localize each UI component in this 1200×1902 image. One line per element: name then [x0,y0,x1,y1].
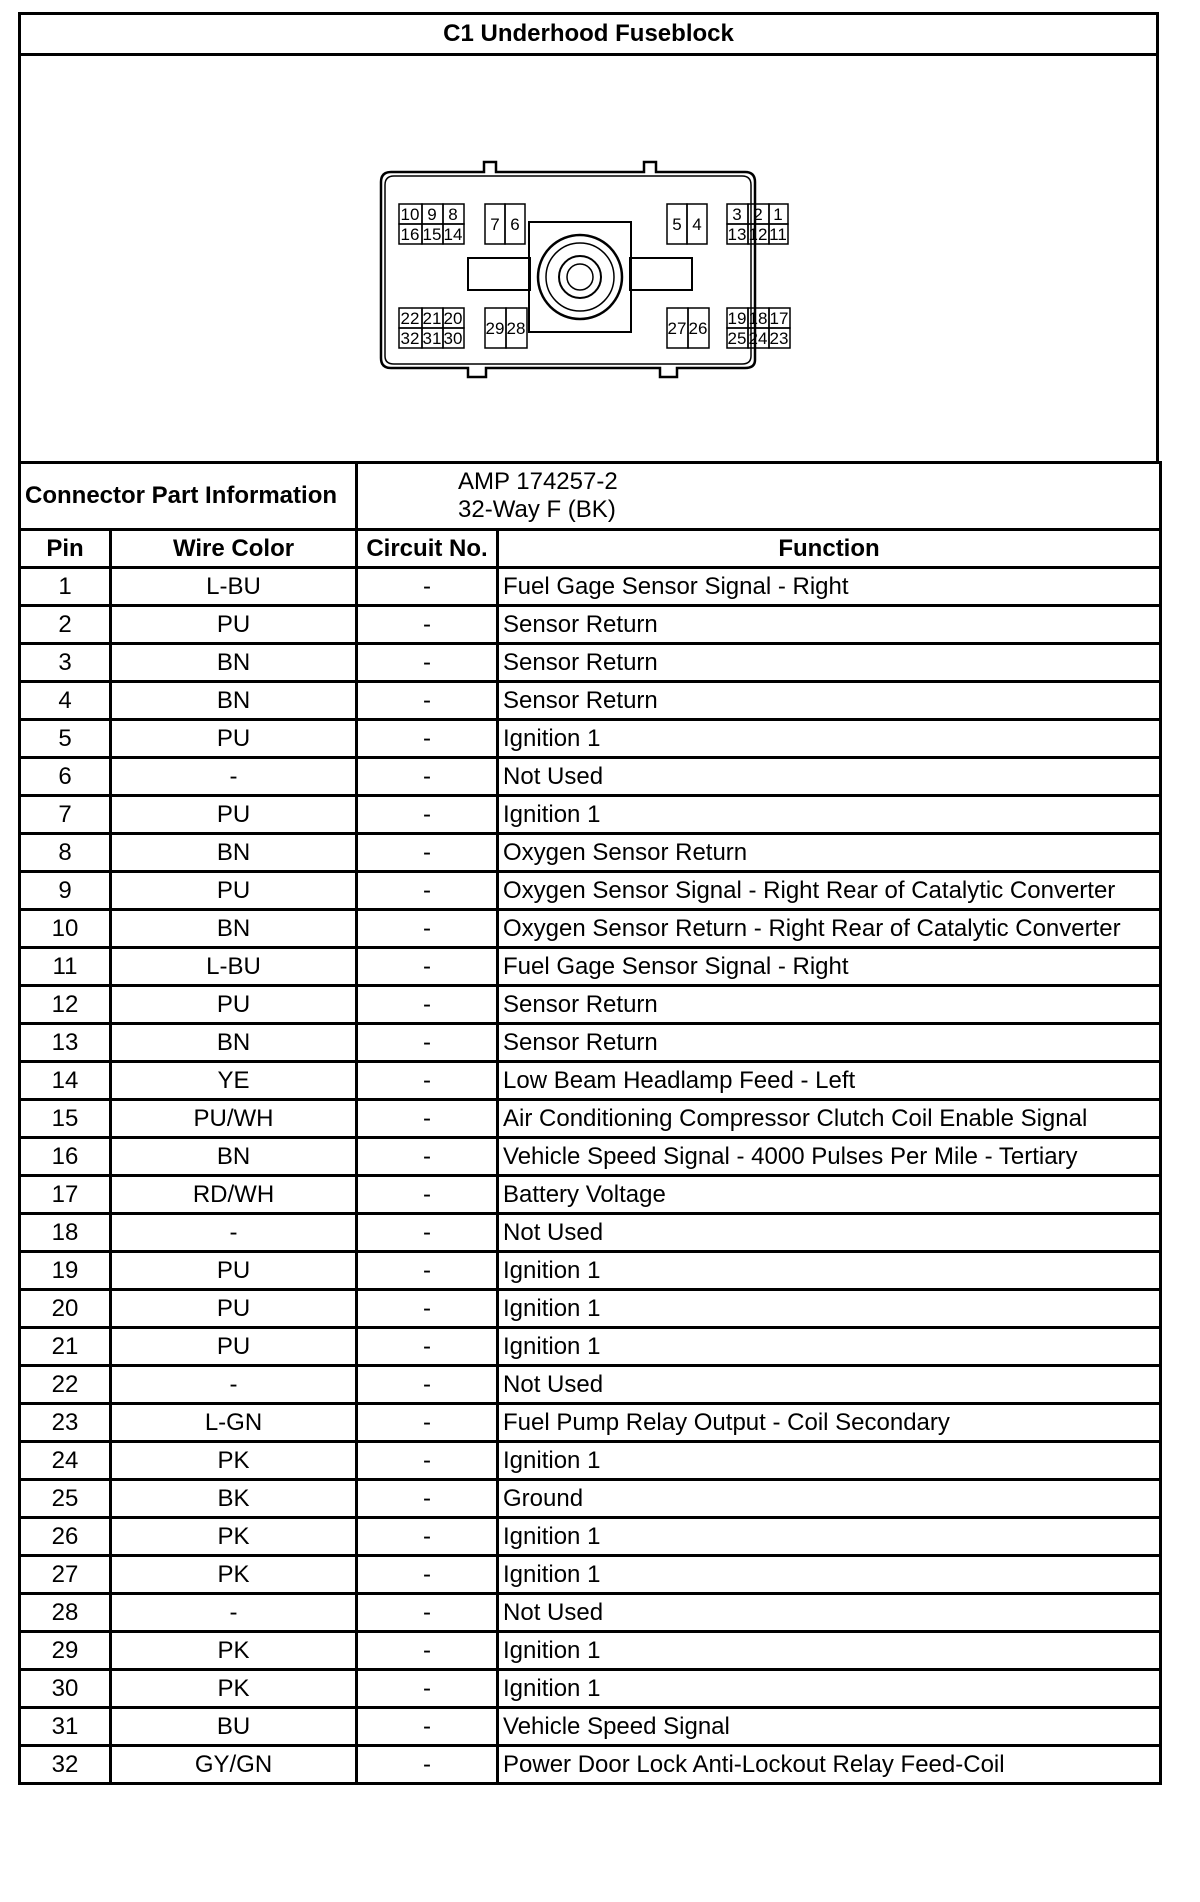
function-cell: Ignition 1 [498,720,1161,758]
wire-color-cell: BN [111,1138,357,1176]
table-row [20,986,1161,1024]
table-row [20,1594,1161,1632]
wire-color-cell: PK [111,1442,357,1480]
function-cell: Fuel Gage Sensor Signal - Right [498,568,1161,606]
function-cell: Vehicle Speed Signal - 4000 Pulses Per Mile - Tertiary [498,1138,1161,1176]
function-cell: Oxygen Sensor Return [498,834,1161,872]
table-row [20,644,1161,682]
table-row [20,1290,1161,1328]
table-row [20,834,1161,872]
pin-cell: 32 [20,1746,111,1784]
pin-cell: 23 [20,1404,111,1442]
table-row [20,1442,1161,1480]
table-row [20,872,1161,910]
wire-color-cell: BN [111,644,357,682]
circuit-cell: - [357,910,498,948]
pin-label: 3 [732,205,742,224]
pin-label: 15 [422,225,442,244]
wire-color-cell: L-BU [111,948,357,986]
pin-label: 8 [448,205,458,224]
connector-info-label: Connector Part Information [20,463,357,530]
pin-label: 24 [748,329,768,348]
pin-cell: 15 [20,1100,111,1138]
pin-label: 25 [727,329,747,348]
circuit-cell: - [357,682,498,720]
table-row [20,1214,1161,1252]
circuit-cell: - [357,1252,498,1290]
pin-label: 17 [769,309,789,328]
center-circle-mid [546,243,614,311]
function-cell: Sensor Return [498,644,1161,682]
wire-color-cell: PK [111,1632,357,1670]
pin-label: 18 [748,309,768,328]
circuit-cell: - [357,1404,498,1442]
function-cell: Not Used [498,1594,1161,1632]
table-row [20,1708,1161,1746]
pin-label: 32 [400,329,420,348]
function-cell: Ignition 1 [498,1328,1161,1366]
pin-label: 28 [506,319,526,338]
pin-cell: 14 [20,1062,111,1100]
pin-cell: 21 [20,1328,111,1366]
table-row [20,948,1161,986]
pin-cell: 2 [20,606,111,644]
circuit-cell: - [357,1708,498,1746]
wire-color-cell: PU [111,1252,357,1290]
connector-diagram-box [18,53,1159,464]
function-cell: Oxygen Sensor Signal - Right Rear of Catalytic Converter [498,872,1161,910]
wire-color-cell: L-GN [111,1404,357,1442]
pin-cell: 28 [20,1594,111,1632]
pin-cell: 8 [20,834,111,872]
circuit-cell: - [357,1442,498,1480]
wire-color-cell: - [111,1594,357,1632]
circuit-cell: - [357,1594,498,1632]
function-cell: Ignition 1 [498,1290,1161,1328]
wire-color-cell: L-BU [111,568,357,606]
pin-label: 22 [400,309,420,328]
wire-color-cell: PU [111,872,357,910]
table-row [20,1176,1161,1214]
table-row [20,568,1161,606]
circuit-cell: - [357,720,498,758]
pin-cell: 30 [20,1670,111,1708]
table-row [20,1252,1161,1290]
table-row [20,796,1161,834]
table-row [20,606,1161,644]
pin-label: 26 [688,319,708,338]
wire-color-cell: - [111,1366,357,1404]
circuit-cell: - [357,796,498,834]
function-cell: Power Door Lock Anti-Lockout Relay Feed-Coil [498,1746,1161,1784]
column-header-wire-color: Wire Color [111,530,357,568]
connector-info-value [357,463,1161,530]
pinout-table [18,461,1162,1785]
function-cell: Not Used [498,1366,1161,1404]
wire-color-cell: PU [111,720,357,758]
circuit-cell: - [357,986,498,1024]
circuit-cell: - [357,1062,498,1100]
pin-cell: 18 [20,1214,111,1252]
circuit-cell: - [357,1480,498,1518]
wire-color-cell: - [111,758,357,796]
wire-color-cell: BU [111,1708,357,1746]
circuit-cell: - [357,1100,498,1138]
pin-cell: 16 [20,1138,111,1176]
circuit-cell: - [357,1556,498,1594]
function-cell: Ignition 1 [498,796,1161,834]
table-header-row [20,530,1161,568]
pin-cell: 25 [20,1480,111,1518]
pin-cell: 5 [20,720,111,758]
function-cell: Ignition 1 [498,1632,1161,1670]
center-circle-core [567,264,593,290]
circuit-cell: - [357,1214,498,1252]
wire-color-cell: PU [111,796,357,834]
pin-cell: 6 [20,758,111,796]
function-cell: Ground [498,1480,1161,1518]
function-cell: Sensor Return [498,606,1161,644]
pin-cell: 22 [20,1366,111,1404]
function-cell: Ignition 1 [498,1556,1161,1594]
pin-label: 5 [672,215,682,234]
pin-cell: 13 [20,1024,111,1062]
function-cell: Ignition 1 [498,1442,1161,1480]
pin-cell: 3 [20,644,111,682]
wire-color-cell: RD/WH [111,1176,357,1214]
function-cell: Low Beam Headlamp Feed - Left [498,1062,1161,1100]
table-row [20,1670,1161,1708]
wire-color-cell: PU [111,1290,357,1328]
pin-cell: 9 [20,872,111,910]
pin-cell: 11 [20,948,111,986]
pin-label: 16 [400,225,420,244]
pin-label: 23 [769,329,789,348]
function-cell: Oxygen Sensor Return - Right Rear of Catalytic Converter [498,910,1161,948]
table-row [20,1404,1161,1442]
connector-description: 32-Way F (BK) [458,496,616,523]
left-key-slot [468,258,530,290]
circuit-cell: - [357,1024,498,1062]
pin-label: 31 [422,329,442,348]
pin-cell: 4 [20,682,111,720]
pin-label: 14 [443,225,463,244]
table-row [20,1518,1161,1556]
wire-color-cell: PK [111,1518,357,1556]
column-header-circuit: Circuit No. [357,530,498,568]
pin-cell: 10 [20,910,111,948]
circuit-cell: - [357,1138,498,1176]
circuit-cell: - [357,1328,498,1366]
wire-color-cell: PK [111,1670,357,1708]
pin-label: 30 [443,329,463,348]
pin-label: 27 [667,319,687,338]
center-circle-outer [538,235,622,319]
page-title: C1 Underhood Fuseblock [18,12,1159,56]
function-cell: Sensor Return [498,986,1161,1024]
table-row [20,1100,1161,1138]
wire-color-cell: - [111,1214,357,1252]
pin-label: 2 [753,205,763,224]
connector-part-number: AMP 174257-2 [458,468,618,495]
pin-label: 9 [427,205,437,224]
pin-label: 1 [773,205,783,224]
table-row [20,1632,1161,1670]
circuit-cell: - [357,568,498,606]
function-cell: Fuel Pump Relay Output - Coil Secondary [498,1404,1161,1442]
pin-label: 12 [748,225,768,244]
function-cell: Ignition 1 [498,1518,1161,1556]
pin-label: 29 [485,319,505,338]
table-row [20,1556,1161,1594]
function-cell: Ignition 1 [498,1252,1161,1290]
table-row [20,1366,1161,1404]
table-row [20,910,1161,948]
function-cell: Sensor Return [498,1024,1161,1062]
connector-info-row [20,463,1161,530]
wire-color-cell: BN [111,1024,357,1062]
wire-color-cell: PK [111,1556,357,1594]
wire-color-cell: PU/WH [111,1100,357,1138]
circuit-cell: - [357,1746,498,1784]
circuit-cell: - [357,872,498,910]
table-row [20,1138,1161,1176]
table-row [20,682,1161,720]
table-row [20,1328,1161,1366]
wire-color-cell: BN [111,682,357,720]
pin-cell: 12 [20,986,111,1024]
table-row [20,1062,1161,1100]
pin-label: 7 [490,215,500,234]
table-row [20,758,1161,796]
table-row [20,720,1161,758]
wire-color-cell: GY/GN [111,1746,357,1784]
pin-label: 4 [692,215,702,234]
circuit-cell: - [357,1290,498,1328]
pin-label: 13 [727,225,747,244]
pin-cell: 31 [20,1708,111,1746]
pin-label: 20 [443,309,463,328]
circuit-cell: - [357,948,498,986]
function-cell: Battery Voltage [498,1176,1161,1214]
pin-cell: 20 [20,1290,111,1328]
pin-cell: 7 [20,796,111,834]
wire-color-cell: BN [111,834,357,872]
center-housing [529,222,631,332]
connector-sheet [18,12,1159,1892]
wire-color-cell: BK [111,1480,357,1518]
center-circle-inner [559,256,601,298]
pin-cell: 27 [20,1556,111,1594]
circuit-cell: - [357,1632,498,1670]
circuit-cell: - [357,1518,498,1556]
pin-label: 19 [727,309,747,328]
pin-cell: 29 [20,1632,111,1670]
circuit-cell: - [357,606,498,644]
pin-label: 21 [422,309,442,328]
circuit-cell: - [357,1176,498,1214]
wire-color-cell: BN [111,910,357,948]
pin-cell: 1 [20,568,111,606]
pin-cell: 24 [20,1442,111,1480]
function-cell: Sensor Return [498,682,1161,720]
function-cell: Fuel Gage Sensor Signal - Right [498,948,1161,986]
circuit-cell: - [357,644,498,682]
wire-color-cell: PU [111,986,357,1024]
function-cell: Not Used [498,1214,1161,1252]
circuit-cell: - [357,758,498,796]
table-row [20,1480,1161,1518]
table-row [20,1024,1161,1062]
connector-face-diagram [21,56,1162,467]
column-header-pin: Pin [20,530,111,568]
wire-color-cell: PU [111,1328,357,1366]
circuit-cell: - [357,1366,498,1404]
function-cell: Not Used [498,758,1161,796]
function-cell: Air Conditioning Compressor Clutch Coil Enable Signal [498,1100,1161,1138]
function-cell: Vehicle Speed Signal [498,1708,1161,1746]
column-header-function: Function [498,530,1161,568]
pin-cell: 17 [20,1176,111,1214]
pin-cell: 26 [20,1518,111,1556]
pin-label: 10 [400,205,420,224]
wire-color-cell: PU [111,606,357,644]
function-cell: Ignition 1 [498,1670,1161,1708]
table-row [20,1746,1161,1784]
right-key-slot [630,258,692,290]
pin-label: 6 [510,215,520,234]
wire-color-cell: YE [111,1062,357,1100]
circuit-cell: - [357,834,498,872]
pin-label: 11 [769,225,787,244]
circuit-cell: - [357,1670,498,1708]
pin-cell: 19 [20,1252,111,1290]
